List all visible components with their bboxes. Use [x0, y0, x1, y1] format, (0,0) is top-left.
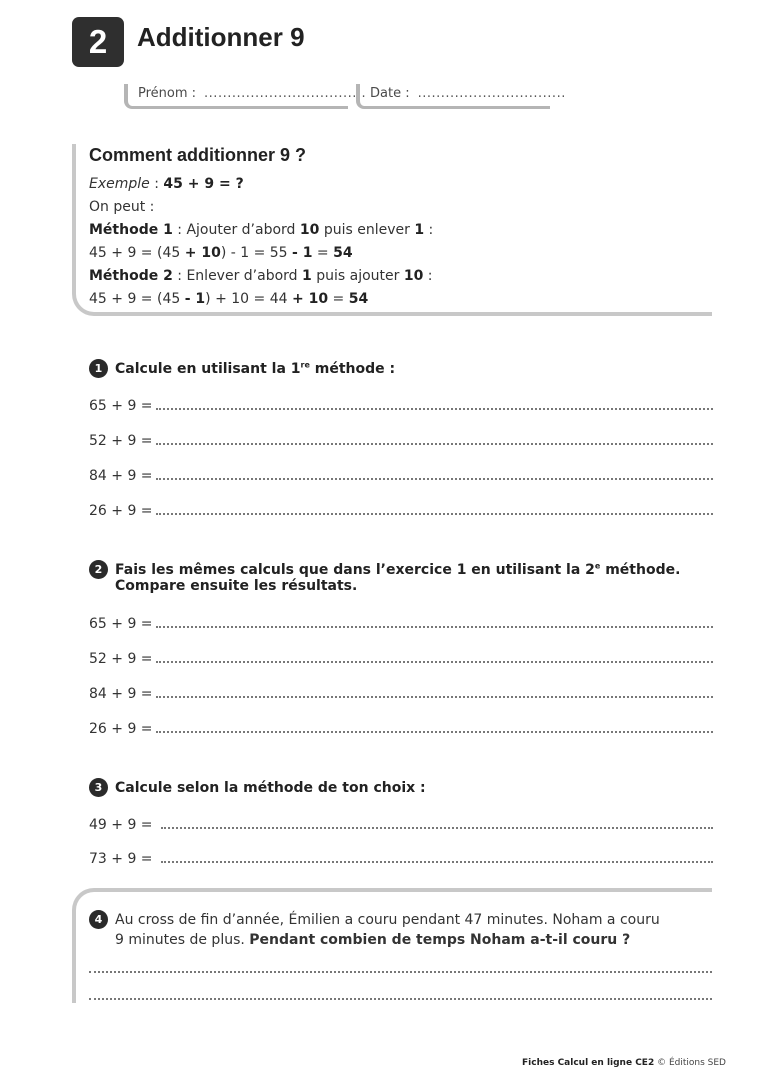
answer-dotted-line[interactable] [156, 614, 713, 628]
footer-series-name: Fiches Calcul en ligne CE2 [522, 1058, 655, 1068]
exercise2-calc-row[interactable] [89, 649, 713, 667]
answer-dotted-line[interactable] [156, 501, 713, 515]
method1-calc-part: 45 + 9 = (45 [89, 245, 185, 261]
calc-label: 26 + 9 = [89, 503, 153, 519]
exercise2-text: méthode. [600, 562, 681, 578]
calc-label: 73 + 9 = [89, 851, 153, 867]
calc-label: 84 + 9 = [89, 468, 153, 484]
method1-line [89, 222, 433, 238]
exercise2-heading [89, 560, 680, 579]
exercise1-sup: re [300, 360, 310, 370]
prenom-label: Prénom : [138, 86, 197, 101]
method2-label: Méthode 2 [89, 268, 173, 284]
exercise4-question: Pendant combien de temps Noham a-t-il couru ? [249, 932, 631, 948]
answer-dotted-line[interactable] [89, 970, 712, 973]
answer-dotted-line[interactable] [156, 431, 713, 445]
method2-text: : Enlever d’abord [172, 268, 303, 284]
on-peut-line: On peut : [89, 199, 155, 215]
calc-label: 65 + 9 = [89, 616, 153, 632]
calc-label: 84 + 9 = [89, 686, 153, 702]
exercise1-text: Calcule en utilisant la 1 [115, 361, 301, 377]
example-sep: : [149, 176, 164, 192]
exercise4-problem-text: 9 minutes de plus. [115, 932, 250, 948]
method1-num: 1 [414, 222, 425, 238]
answer-dotted-line[interactable] [156, 649, 713, 663]
answer-dotted-line[interactable] [156, 396, 713, 410]
exercise3-calc-row[interactable] [89, 849, 713, 867]
method2-calc [89, 291, 368, 307]
exercise2-heading-line2: Compare ensuite les résultats. [115, 578, 358, 594]
method2-calc-bold: - 1 [184, 291, 206, 307]
method2-text: : [423, 268, 433, 284]
calc-label: 26 + 9 = [89, 721, 153, 737]
exercise1-calc-row[interactable] [89, 501, 713, 519]
exercise2-text: Fais les mêmes calculs que dans l’exercice 1 en utilisant la 2 [115, 562, 595, 578]
method1-calc-part: = [312, 245, 334, 261]
sheet-number-badge: 2 [72, 17, 124, 67]
exercise1-text: méthode : [309, 361, 396, 377]
method2-result: 54 [348, 291, 369, 307]
method2-calc-bold: + 10 [291, 291, 329, 307]
example-calc: 45 + 9 = ? [163, 176, 244, 192]
date-field[interactable] [356, 84, 566, 109]
method1-label: Méthode 1 [89, 222, 173, 238]
exercise3-number-icon: 3 [89, 778, 108, 797]
method1-calc-part: ) - 1 = 55 [220, 245, 293, 261]
answer-dotted-line[interactable] [156, 466, 713, 480]
method1-num: 10 [299, 222, 320, 238]
method1-calc-bold: - 1 [292, 245, 313, 261]
exercise4-number-icon: 4 [89, 910, 108, 929]
answer-dotted-line[interactable] [89, 997, 712, 1000]
calc-label: 52 + 9 = [89, 651, 153, 667]
exercise3-heading [89, 778, 426, 797]
page-title: Additionner 9 [137, 22, 305, 52]
exercise2-calc-row[interactable] [89, 719, 713, 737]
exercise4-problem-text: Au cross de fin d’année, Émilien a couru pendant 47 minutes. Noham a couru [115, 912, 660, 928]
exercise4-line2 [89, 930, 660, 950]
method2-calc-part: 45 + 9 = (45 [89, 291, 185, 307]
date-label: Date : [370, 86, 410, 101]
exercise4-text [89, 910, 660, 950]
method1-result: 54 [333, 245, 353, 261]
answer-dotted-line[interactable] [156, 719, 713, 733]
exercise1-number-icon: 1 [89, 359, 108, 378]
method2-num: 1 [302, 268, 312, 284]
method1-calc-bold: + 10 [184, 245, 221, 261]
calc-label: 49 + 9 = [89, 817, 153, 833]
method1-text: : [424, 222, 434, 238]
method-box-title: Comment additionner 9 ? [89, 145, 307, 165]
exercise1-calc-row[interactable] [89, 466, 713, 484]
method1-text: : Ajouter d’abord [172, 222, 300, 238]
exercise4-line1 [89, 910, 660, 930]
exercise1-calc-row[interactable] [89, 431, 713, 449]
method2-calc-part: = [328, 291, 349, 307]
date-dots: ................................ [417, 86, 566, 101]
exercise1-calc-row[interactable] [89, 396, 713, 414]
method2-line [89, 268, 432, 284]
method2-calc-part: ) + 10 = 44 [205, 291, 292, 307]
footer-publisher: © Éditions SED [654, 1058, 726, 1068]
exercise2-sup: e [594, 561, 601, 571]
exercise2-calc-row[interactable] [89, 684, 713, 702]
method1-calc [89, 245, 353, 261]
answer-dotted-line[interactable] [161, 849, 713, 863]
calc-label: 52 + 9 = [89, 433, 153, 449]
method2-num: 10 [403, 268, 424, 284]
prenom-dots: ................................... [204, 86, 367, 101]
footer-credit [522, 1058, 726, 1068]
prenom-field[interactable] [124, 84, 367, 109]
exercise3-calc-row[interactable] [89, 815, 713, 833]
method2-text: puis ajouter [311, 268, 404, 284]
exercise2-calc-row[interactable] [89, 614, 713, 632]
exercise1-heading [89, 359, 395, 378]
exercise2-number-icon: 2 [89, 560, 108, 579]
example-label: Exemple [89, 176, 150, 192]
method1-text: puis enlever [319, 222, 415, 238]
answer-dotted-line[interactable] [156, 684, 713, 698]
exercise3-text: Calcule selon la méthode de ton choix : [115, 780, 426, 796]
example-line [89, 176, 244, 192]
answer-dotted-line[interactable] [161, 815, 713, 829]
calc-label: 65 + 9 = [89, 398, 153, 414]
